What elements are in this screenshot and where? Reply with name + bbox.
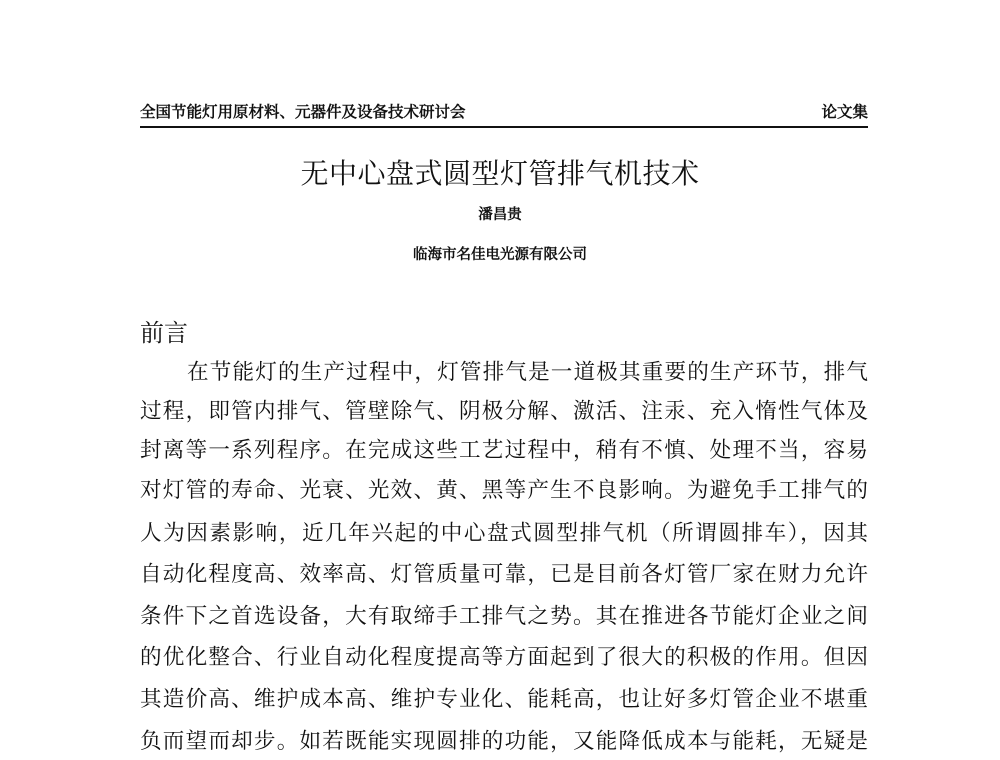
body-line: 封离等一系列程序。在完成这些工艺过程中，稍有不慎、处理不当，容易 bbox=[140, 438, 868, 463]
author-affiliation: 临海市名佳电光源有限公司 bbox=[413, 247, 587, 263]
body-line: 自动化程度高、效率高、灯管质量可靠，已是目前各灯管厂家在财力允许 bbox=[140, 562, 868, 587]
body-line: 人为因素影响，近几年兴起的中心盘式圆型排气机（所谓圆排车），因其 bbox=[140, 521, 868, 546]
body-line: 对灯管的寿命、光衰、光效、黄、黑等产生不良影响。为避免手工排气的 bbox=[140, 478, 868, 503]
running-header-collection: 论文集 bbox=[821, 103, 868, 121]
author-name: 潘昌贵 bbox=[478, 207, 522, 223]
body-line: 在节能灯的生产过程中，灯管排气是一道极其重要的生产环节，排气 bbox=[187, 360, 868, 385]
body-line: 其造价高、维护成本高、维护专业化、能耗高，也让好多灯管企业不堪重 bbox=[140, 687, 868, 712]
body-line: 条件下之首选设备，大有取缔手工排气之势。其在推进各节能灯企业之间 bbox=[140, 604, 868, 629]
running-header-title: 全国节能灯用原材料、元器件及设备技术研讨会 bbox=[140, 103, 466, 121]
body-line: 负而望而却步。如若既能实现圆排的功能，又能降低成本与能耗，无疑是 bbox=[140, 729, 868, 754]
body-line: 的优化整合、行业自动化程度提高等方面起到了很大的积极的作用。但因 bbox=[140, 645, 868, 670]
paper-title: 无中心盘式圆型灯管排气机技术 bbox=[300, 157, 700, 190]
running-header bbox=[140, 98, 868, 128]
body-line: 过程，即管内排气、管壁除气、阴极分解、激活、注汞、充入惰性气体及 bbox=[140, 399, 868, 424]
section-heading: 前言 bbox=[140, 319, 188, 347]
